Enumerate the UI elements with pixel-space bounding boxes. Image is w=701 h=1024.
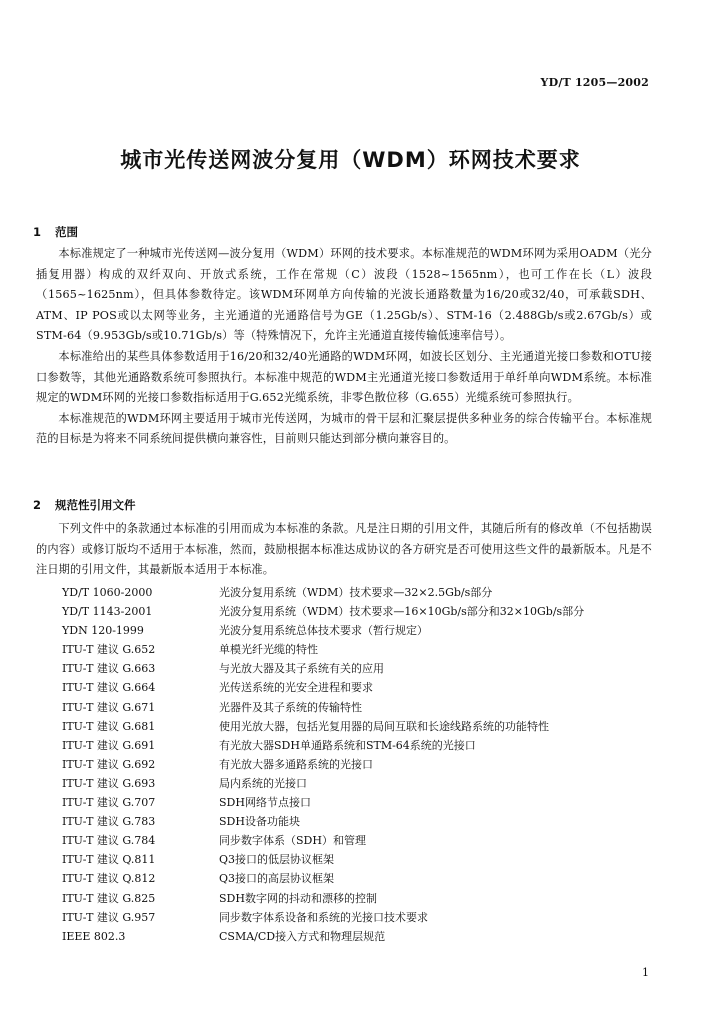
section-title: 规范性引用文件 bbox=[55, 498, 136, 512]
document-code: YD/T 1205—2002 bbox=[540, 76, 649, 89]
reference-item bbox=[62, 850, 662, 869]
reference-title: 同步数字体系（SDH）和管理 bbox=[219, 834, 366, 848]
reference-title: SDH网络节点接口 bbox=[219, 796, 311, 810]
reference-code: ITU-T 建议 G.652 bbox=[62, 643, 156, 657]
reference-item bbox=[62, 869, 662, 888]
paragraph: 本标准给出的某些具体参数适用于16/20和32/40光通路的WDM环网，如波长区划分、主光通道光接口参数和OTU接口参数等，其他光通路数系统可参照执行。本标准中规范的WDM主光通道光接口参数适用于单纤单向WDM系统。本标准规定的WDM环网的光接口参数指标适用于G.652光缆系统，非零色散位移（G.655）光缆系统可参照执行。 bbox=[36, 349, 652, 405]
reference-title: 有光放大器多通路系统的光接口 bbox=[219, 757, 373, 771]
reference-item bbox=[62, 908, 662, 927]
reference-title: Q3接口的低层协议框架 bbox=[219, 853, 335, 867]
reference-code: ITU-T 建议 G.692 bbox=[62, 757, 156, 771]
section-1-heading bbox=[33, 224, 78, 240]
reference-title: 局内系统的光接口 bbox=[219, 776, 307, 790]
reference-code: ITU-T 建议 G.784 bbox=[62, 834, 156, 848]
reference-item bbox=[62, 927, 662, 946]
section-2-heading bbox=[33, 497, 136, 513]
reference-code: ITU-T 建议 G.693 bbox=[62, 776, 156, 790]
paragraph: 本标准规定了一种城市光传送网—波分复用（WDM）环网的技术要求。本标准规范的WDM环网为采用OADM（光分插复用器）构成的双纤双向、开放式系统，工作在常规（C）波段（1528~1565nm），也可工作在长（L）波段（1565~1625nm），但具体参数待定。该WDM环网单方向传输的光波长通路数量为16/20或32/40，可承载SDH、ATM、IP POS或以太网等业务，主光通道的光通路信号为GE（1.25Gb/s）、STM-16（2.488Gb/s或2.67Gb/s）或STM-64（9.953Gb/s或10.71Gb/s）等（特殊情况下，允许主光通道直接传输低速率信号）。 bbox=[36, 247, 652, 343]
reference-title: 同步数字体系设备和系统的光接口技术要求 bbox=[219, 910, 428, 924]
reference-code: ITU-T 建议 G.671 bbox=[62, 700, 156, 714]
reference-code: YDN 120-1999 bbox=[62, 624, 144, 638]
reference-title: 与光放大器及其子系统有关的应用 bbox=[219, 662, 384, 676]
reference-title: 有光放大器SDH单通路系统和STM-64系统的光接口 bbox=[219, 738, 476, 752]
reference-code: YD/T 1060-2000 bbox=[62, 586, 153, 599]
paragraph: 下列文件中的条款通过本标准的引用而成为本标准的条款。凡是注日期的引用文件，其随后所有的修改单（不包括勘误的内容）或修订版均不适用于本标准，然而，鼓励根据本标准达成协议的各方研究是否可使用这些文件的最新版本。凡是不注日期的引用文件，其最新版本适用于本标准。 bbox=[36, 522, 652, 577]
reference-title: 单模光纤光缆的特性 bbox=[219, 643, 318, 657]
reference-title: 光传送系统的光安全进程和要求 bbox=[219, 681, 373, 695]
reference-item bbox=[62, 755, 662, 774]
reference-title: 光波分复用系统总体技术要求（暂行规定） bbox=[219, 624, 428, 638]
reference-item bbox=[62, 889, 662, 908]
reference-item bbox=[62, 698, 662, 717]
reference-code: YD/T 1143-2001 bbox=[62, 605, 153, 619]
reference-title: 使用光放大器，包括光复用器的局间互联和长途线路系统的功能特性 bbox=[219, 719, 549, 733]
reference-code: ITU-T 建议 G.664 bbox=[62, 681, 156, 695]
reference-item bbox=[62, 621, 662, 640]
reference-code: ITU-T 建议 G.691 bbox=[62, 738, 156, 752]
reference-item bbox=[62, 678, 662, 697]
reference-code: ITU-T 建议 G.783 bbox=[62, 815, 156, 829]
reference-code: IEEE 802.3 bbox=[62, 929, 126, 943]
section-number: 1 bbox=[33, 225, 42, 239]
reference-title: SDH设备功能块 bbox=[219, 815, 300, 829]
reference-item bbox=[62, 774, 662, 793]
reference-list bbox=[62, 583, 662, 946]
reference-code: ITU-T 建议 G.825 bbox=[62, 891, 156, 905]
reference-title: SDH数字网的抖动和漂移的控制 bbox=[219, 891, 377, 905]
reference-item bbox=[62, 640, 662, 659]
reference-title: 光波分复用系统（WDM）技术要求—32×2.5Gb/s部分 bbox=[219, 586, 493, 599]
reference-title: Q3接口的高层协议框架 bbox=[219, 872, 335, 886]
reference-code: ITU-T 建议 Q.812 bbox=[62, 872, 156, 886]
reference-item bbox=[62, 831, 662, 850]
section-2-body bbox=[36, 519, 652, 581]
reference-item bbox=[62, 812, 662, 831]
reference-item bbox=[62, 736, 662, 755]
reference-item bbox=[62, 602, 662, 621]
section-1-body bbox=[36, 244, 652, 450]
reference-code: ITU-T 建议 G.663 bbox=[62, 662, 156, 676]
reference-title: CSMA/CD接入方式和物理层规范 bbox=[219, 929, 386, 943]
page-number: 1 bbox=[642, 966, 649, 979]
reference-code: ITU-T 建议 G.957 bbox=[62, 910, 156, 924]
reference-item bbox=[62, 793, 662, 812]
page-title: 城市光传送网波分复用（WDM）环网技术要求 bbox=[120, 148, 581, 172]
reference-code: ITU-T 建议 G.681 bbox=[62, 719, 156, 733]
reference-code: ITU-T 建议 Q.811 bbox=[62, 853, 156, 867]
paragraph: 本标准规范的WDM环网主要适用于城市光传送网，为城市的骨干层和汇聚层提供多种业务的综合传输平台。本标准规范的目标是为将来不同系统间提供横向兼容性，目前则只能达到部分横向兼容目的。 bbox=[36, 411, 652, 446]
reference-item bbox=[62, 659, 662, 678]
reference-item bbox=[62, 583, 662, 602]
reference-title: 光器件及其子系统的传输特性 bbox=[219, 700, 362, 714]
reference-code: ITU-T 建议 G.707 bbox=[62, 796, 156, 810]
reference-title: 光波分复用系统（WDM）技术要求—16×10Gb/s部分和32×10Gb/s部分 bbox=[219, 605, 585, 619]
section-number: 2 bbox=[33, 498, 42, 512]
section-title: 范围 bbox=[55, 225, 78, 239]
reference-item bbox=[62, 717, 662, 736]
